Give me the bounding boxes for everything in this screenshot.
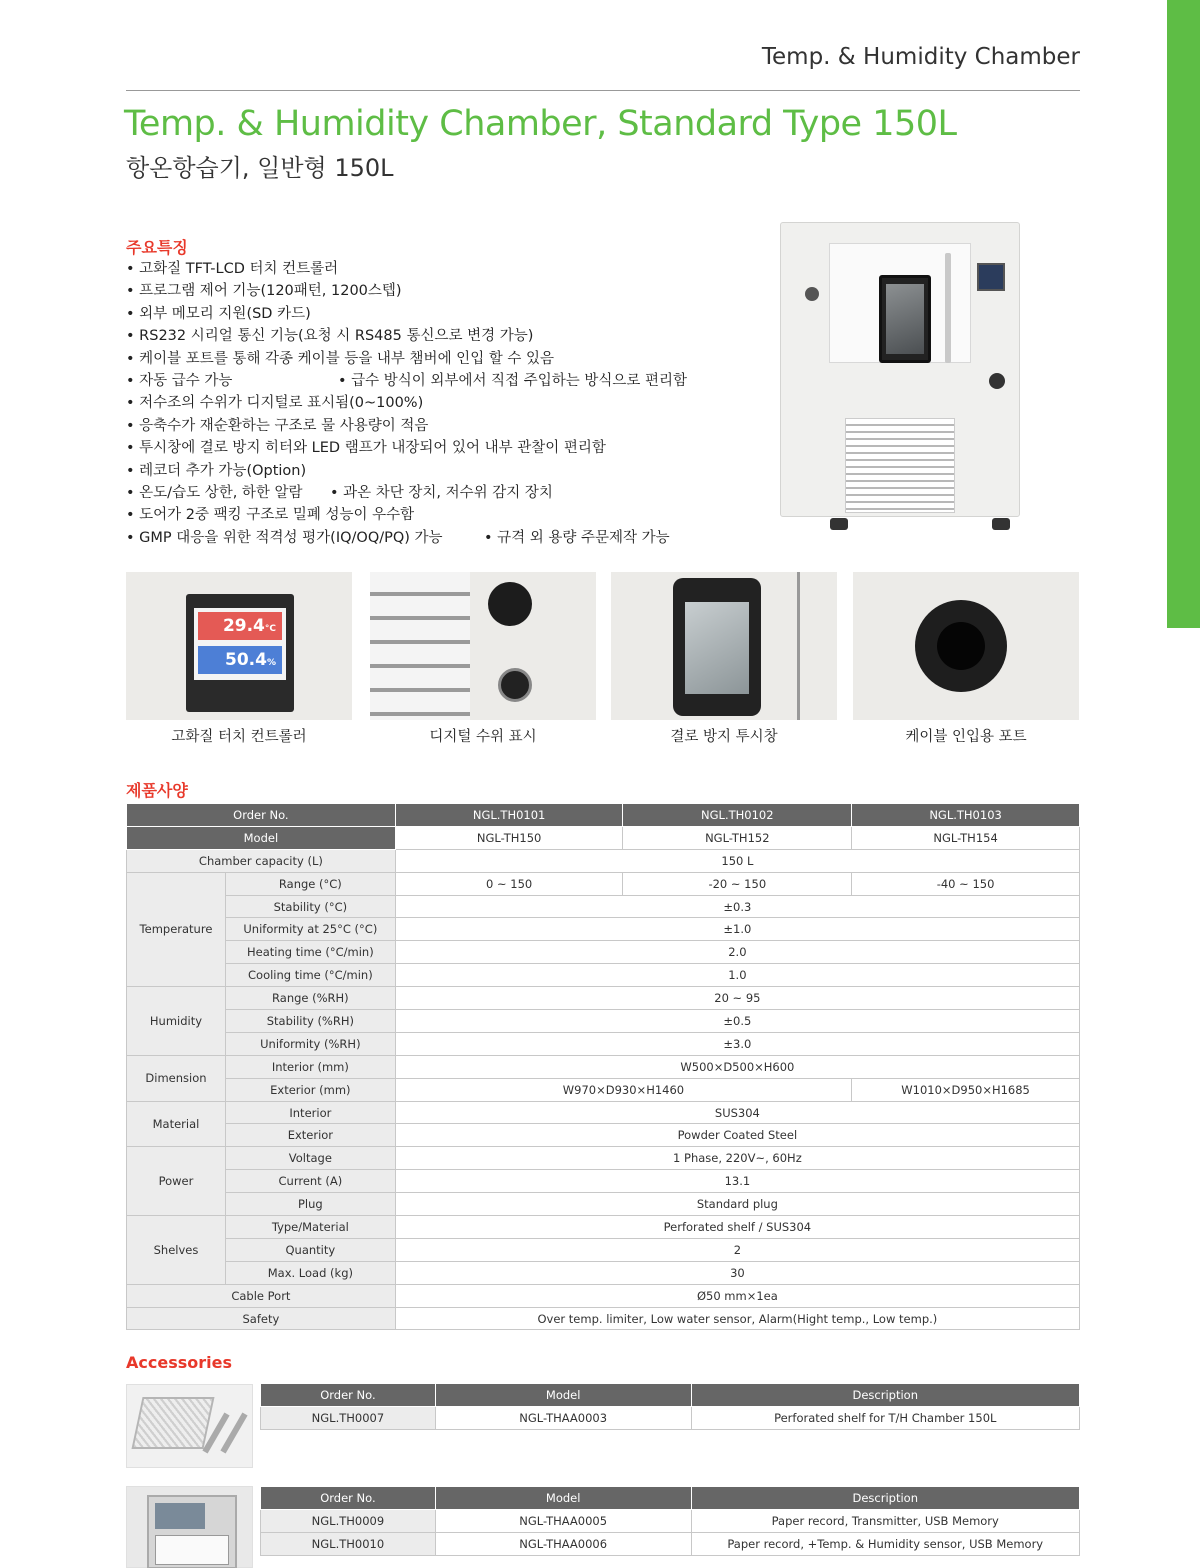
table-row: Plug Standard plug — [127, 1193, 1080, 1216]
photo-viewing-window — [611, 572, 837, 720]
shelf-accessory-image — [126, 1384, 253, 1468]
table-row: Stability (%RH) ±0.5 — [127, 1010, 1080, 1033]
recorder-accessory-image — [126, 1486, 253, 1568]
table-row: Safety Over temp. limiter, Low water sensor, Alarm(Hight temp., Low temp.) — [127, 1307, 1080, 1330]
feature-item: • 케이블 포트를 통해 각종 케이블 등을 내부 챔버에 인입 할 수 있음 — [126, 350, 555, 367]
table-row: Humidity Range (%RH) 20 ~ 95 — [127, 987, 1080, 1010]
table-row: Uniformity (%RH) ±3.0 — [127, 1032, 1080, 1055]
features-list — [126, 258, 746, 549]
vent-grille — [845, 418, 955, 513]
category-label: Temp. & Humidity Chamber — [761, 44, 1080, 70]
table-row: Exterior (mm) W970×D930×H1460 W1010×D950×H1685 — [127, 1078, 1080, 1101]
photo-water-level — [370, 572, 596, 720]
table-row: Max. Load (kg) 30 — [127, 1261, 1080, 1284]
table-row: Model NGL-TH150 NGL-TH152 NGL-TH154 — [127, 826, 1080, 849]
table-row: Order No. Model Description — [261, 1384, 1080, 1407]
table-row: Exterior Powder Coated Steel — [127, 1124, 1080, 1147]
table-row: NGL.TH0009 NGL-THAA0005 Paper record, Transmitter, USB Memory — [261, 1510, 1080, 1533]
table-row: Cable Port Ø50 mm×1ea — [127, 1284, 1080, 1307]
feature-item: • 자동 급수 가능 • 급수 방식이 외부에서 직접 주입하는 방식으로 편리함 — [126, 372, 687, 389]
accessory-table-recorder — [260, 1486, 1080, 1556]
feature-item: • 도어가 2중 팩킹 구조로 밀폐 성능이 우수함 — [126, 507, 415, 524]
spec-heading: 제품사양 — [126, 781, 188, 800]
table-row: Dimension Interior (mm) W500×D500×H600 — [127, 1055, 1080, 1078]
feature-item: • RS232 시리얼 통신 기능(요청 시 RS485 통신으로 변경 가능) — [126, 328, 534, 345]
photo-touch-controller: 29.4°C 50.4% — [126, 572, 352, 720]
table-row: Heating time (°C/min) 2.0 — [127, 941, 1080, 964]
page-subtitle: 항온항습기, 일반형 150L — [126, 154, 394, 182]
feature-item: • 응축수가 재순환하는 구조로 물 사용량이 적음 — [126, 417, 429, 434]
spec-table — [126, 803, 1080, 1330]
table-row: Power Voltage 1 Phase, 220V~, 60Hz — [127, 1147, 1080, 1170]
feature-item: • 투시창에 결로 방지 히터와 LED 램프가 내장되어 있어 내부 관찰이 편리함 — [126, 440, 606, 457]
table-row: Order No. NGL.TH0101 NGL.TH0102 NGL.TH0103 — [127, 804, 1080, 827]
chamber-product-image — [780, 210, 1020, 530]
table-row: Order No. Model Description — [261, 1487, 1080, 1510]
table-row: Shelves Type/Material Perforated shelf / SUS304 — [127, 1216, 1080, 1239]
feature-item: • 프로그램 제어 기능(120패턴, 1200스텝) — [126, 283, 402, 300]
table-row: Uniformity at 25°C (°C) ±1.0 — [127, 918, 1080, 941]
table-row: NGL.TH0007 NGL-THAA0003 Perforated shelf for T/H Chamber 150L — [261, 1407, 1080, 1430]
feature-item: • GMP 대응을 위한 적격성 평가(IQ/OQ/PQ) 가능 • 규격 외 용량 주문제작 가능 — [126, 529, 670, 546]
table-row: Chamber capacity (L) 150 L — [127, 849, 1080, 872]
side-port-icon — [805, 287, 819, 301]
feature-item: • 외부 메모리 지원(SD 카드) — [126, 305, 311, 322]
side-accent-bar — [1167, 0, 1200, 628]
table-row: Temperature Range (°C) 0 ~ 150 -20 ~ 150 -40 ~ 150 — [127, 872, 1080, 895]
table-row: Quantity 2 — [127, 1238, 1080, 1261]
photo-caption: 디지털 수위 표시 — [429, 729, 537, 745]
photo-caption: 결로 방지 투시창 — [670, 729, 778, 745]
photo-cable-port — [853, 572, 1079, 720]
table-row: Stability (°C) ±0.3 — [127, 895, 1080, 918]
accessories-heading: Accessories — [126, 1353, 232, 1372]
controller-screen-icon — [977, 263, 1005, 291]
photo-caption: 고화질 터치 컨트롤러 — [171, 729, 307, 745]
header-divider — [126, 90, 1080, 91]
feature-item: • 고화질 TFT-LCD 터치 컨트롤러 — [126, 261, 339, 277]
table-row: Material Interior SUS304 — [127, 1101, 1080, 1124]
feature-item: • 저수조의 수위가 디지털로 표시됨(0~100%) — [126, 395, 424, 412]
features-heading: 주요특징 — [126, 238, 188, 257]
table-row: Cooling time (°C/min) 1.0 — [127, 964, 1080, 987]
table-row: NGL.TH0010 NGL-THAA0006 Paper record, +Temp. & Humidity sensor, USB Memory — [261, 1533, 1080, 1556]
page-title: Temp. & Humidity Chamber, Standard Type 150L — [124, 104, 957, 144]
cable-port-icon — [989, 373, 1005, 389]
table-row: Current (A) 13.1 — [127, 1170, 1080, 1193]
feature-item: • 온도/습도 상한, 하한 알람 • 과온 차단 장치, 저수위 감지 장치 — [126, 484, 553, 501]
photo-caption: 케이블 인입용 포트 — [905, 729, 1027, 745]
feature-item: • 레코더 추가 가능(Option) — [126, 462, 307, 479]
accessory-table-shelf — [260, 1383, 1080, 1430]
